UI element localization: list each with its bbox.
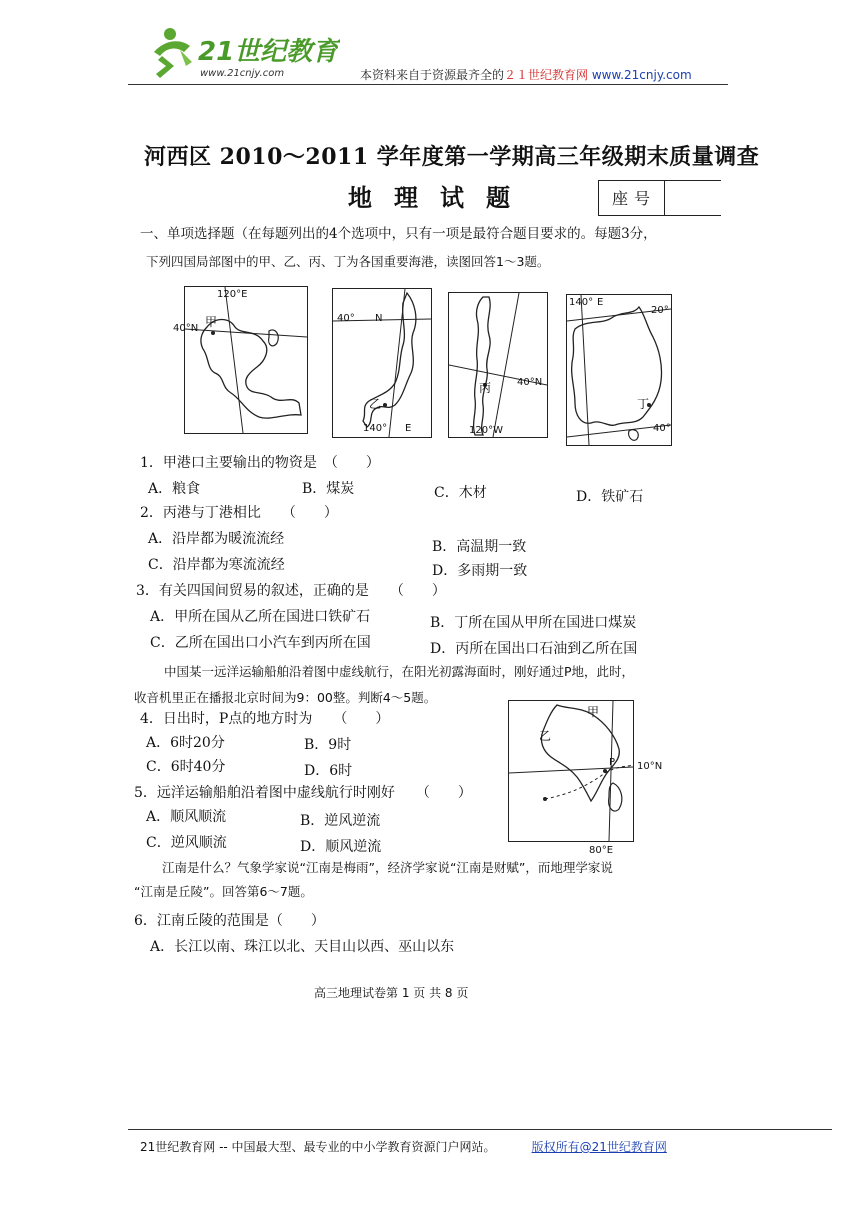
map4-lon-label: 140° — [569, 297, 594, 308]
question-4-option-d: D．6时 — [304, 763, 353, 779]
map2-lat-dir: N — [375, 313, 383, 324]
question-5-option-d: D．顺风逆流 — [300, 839, 382, 855]
map2-port-label: 乙 — [369, 397, 382, 411]
header-note-prefix: 本资料来自于资源最齐全的 — [360, 68, 505, 82]
question-1-option-a: A．粮食 — [148, 481, 201, 497]
question-3-option-c: C．乙所在国出口小汽车到丙所在国 — [150, 635, 371, 651]
exam-title: 河西区 2010～2011 学年度第一学期高三年级期末质量调查 — [144, 144, 760, 170]
map-country-ding — [566, 294, 672, 446]
section-heading: 一、单项选择题（在每题列出的4个选项中，只有一项是最符合题目要求的。每题3分， — [140, 226, 657, 242]
question-1-stem: 1．甲港口主要输出的物资是 （ ） — [140, 455, 380, 471]
question-1-option-b: B．煤炭 — [302, 481, 355, 497]
map3-lat-label: 40°N — [517, 377, 543, 388]
question-4-option-b: B．9时 — [304, 737, 352, 753]
seat-number-label: 座号 — [612, 189, 657, 208]
footer-text: 21世纪教育网 -- 中国最大型、最专业的中小学教育资源门户网站。 — [140, 1140, 496, 1154]
question-1-option-d: D．铁矿石 — [576, 489, 644, 505]
map4-lat-bottom-label: 40° — [653, 423, 671, 434]
site-logo — [140, 22, 340, 84]
map5-lon-label: 80°E — [589, 845, 614, 856]
map2-lon-dir: E — [405, 423, 412, 434]
passage-2-line-1: 中国某一远洋运输船舶沿着图中虚线航行，在阳光初露海面时，刚好通过P地，此时， — [164, 664, 635, 679]
question-5-stem: 5．远洋运输船舶沿着图中虚线航行时刚好 （ ） — [134, 785, 472, 801]
logo-graphic — [140, 22, 340, 84]
header-divider — [128, 84, 728, 85]
question-3-option-b: B．丁所在国从甲所在国进口煤炭 — [430, 615, 637, 631]
question-4-stem: 4．日出时，P点的地方时为 （ ） — [140, 711, 390, 727]
map1-lat-label: 40°N — [173, 323, 199, 334]
map2-lon-label: 140° — [363, 423, 388, 434]
map5-port-jia: 甲 — [587, 705, 600, 719]
question-2-option-b: B．高温期一致 — [432, 539, 527, 555]
section-intro: 下列四国局部图中的甲、乙、丙、丁为各国重要海港，读图回答1～3题。 — [146, 254, 550, 269]
question-2-stem: 2．丙港与丁港相比 （ ） — [140, 505, 338, 521]
seat-number-divider — [664, 180, 665, 216]
passage-3-line-1: 江南是什么？气象学家说“江南是梅雨”，经济学家说“江南是财赋”，而地理学家说 — [162, 860, 613, 875]
header-url-link[interactable]: www.21cnjy.com — [591, 68, 692, 82]
exam-subject: 地理试题 — [348, 183, 532, 212]
map-shipping-route — [508, 700, 663, 856]
map-country-jia — [173, 286, 308, 434]
question-6-stem: 6．江南丘陵的范围是（ ） — [134, 913, 325, 929]
logo-url: www.21cnjy.com — [200, 68, 285, 79]
map-country-yi — [332, 288, 432, 438]
question-5-option-a: A．顺风顺流 — [146, 809, 227, 825]
passage-3-line-2: “江南是丘陵”。回答第6～7题。 — [134, 884, 313, 899]
map5-point-p: P — [609, 757, 616, 768]
footer-divider — [128, 1129, 832, 1130]
map4-lon-dir: E — [597, 297, 604, 308]
question-3-stem: 3．有关四国间贸易的叙述，正确的是 （ ） — [136, 583, 446, 599]
page-number: 高三地理试卷第 1 页 共 8 页 — [314, 986, 469, 1000]
map3-lon-label: 120°W — [469, 425, 503, 436]
question-2-option-c: C．沿岸都为寒流流经 — [148, 557, 285, 573]
question-2-option-d: D．多雨期一致 — [432, 563, 528, 579]
header-note — [360, 66, 692, 83]
question-4-option-c: C．6时40分 — [146, 759, 226, 775]
question-5-option-b: B．逆风逆流 — [300, 813, 381, 829]
map5-lat-label: 10°N — [637, 761, 663, 772]
question-3-option-a: A．甲所在国从乙所在国进口铁矿石 — [150, 609, 371, 625]
passage-2-line-2: 收音机里正在播报北京时间为9：00整。判断4～5题。 — [134, 690, 437, 705]
question-1-option-c: C．木材 — [434, 485, 487, 501]
logo-text: 21世纪教育 — [198, 37, 339, 67]
map1-lon-label: 120°E — [217, 289, 248, 300]
map4-lat-top-label: 20° — [651, 305, 669, 316]
footer-copyright-link[interactable]: 版权所有@21世纪教育网 — [531, 1140, 667, 1154]
map1-port-label: 甲 — [205, 315, 218, 329]
map4-port-label: 丁 — [637, 397, 650, 411]
question-3-option-d: D．丙所在国出口石油到乙所在国 — [430, 641, 638, 657]
map-country-bing — [448, 292, 548, 438]
site-footer — [140, 1138, 667, 1155]
map2-lat-label: 40° — [337, 313, 355, 324]
header-site-link[interactable]: ２１世纪教育网 — [504, 68, 589, 82]
question-2-option-a: A．沿岸都为暖流流经 — [148, 531, 285, 547]
question-4-option-a: A．6时20分 — [146, 735, 225, 751]
question-5-option-c: C．逆风顺流 — [146, 835, 227, 851]
map3-port-label: 丙 — [479, 381, 492, 395]
question-6-option-a: A．长江以南、珠江以北、天目山以西、巫山以东 — [150, 939, 455, 955]
map5-port-yi: 乙 — [539, 729, 552, 743]
